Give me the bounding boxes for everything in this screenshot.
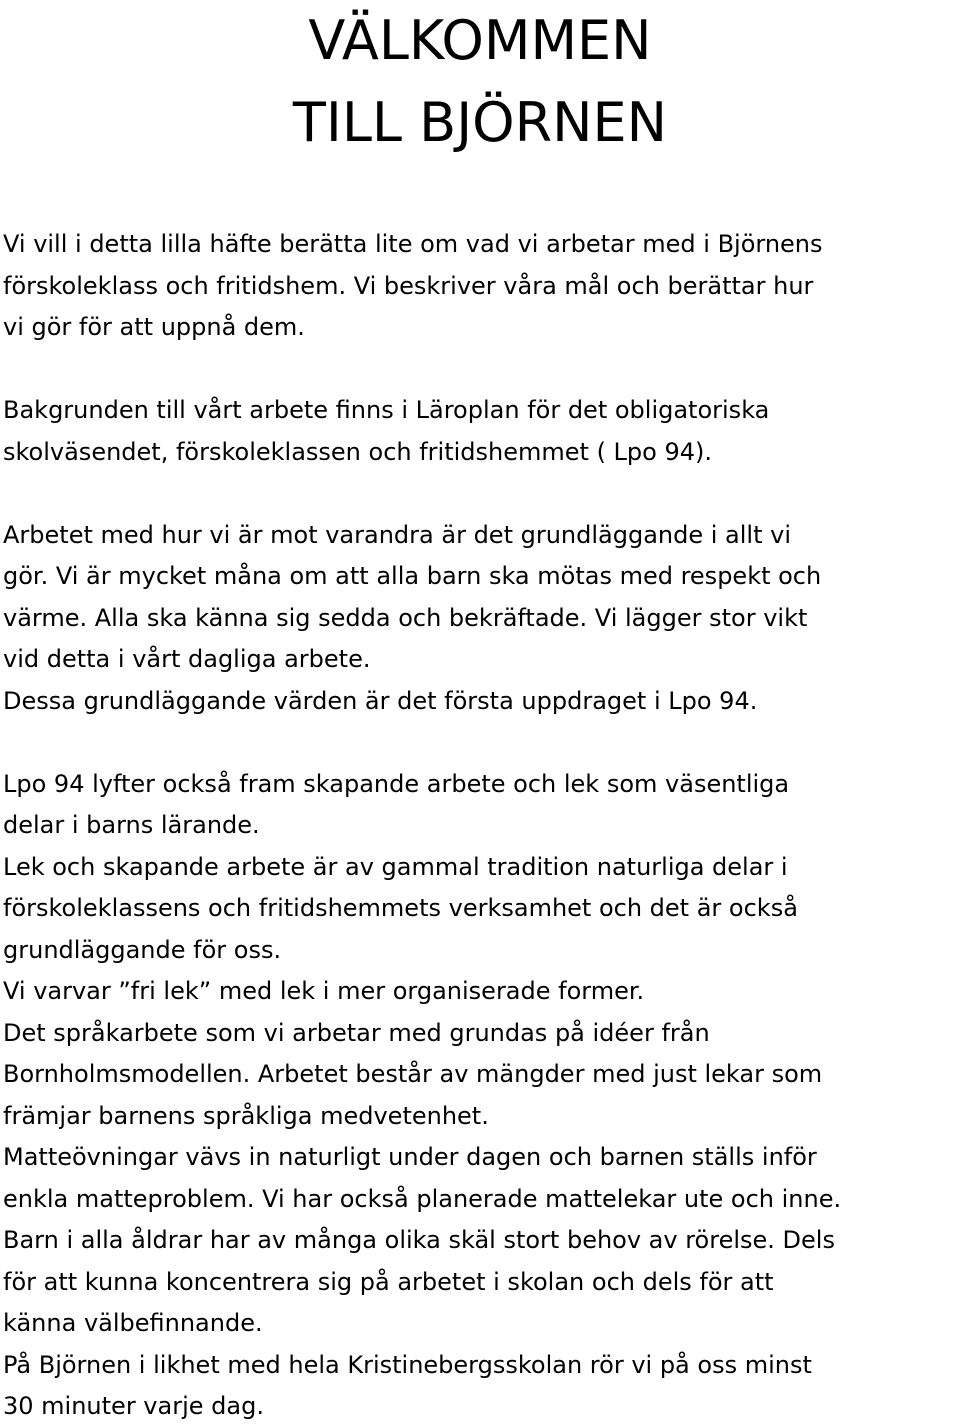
text-line: gör. Vi är mycket måna om att alla barn ska mötas med respekt och bbox=[3, 562, 822, 590]
text-line: delar i barns lärande. bbox=[3, 811, 260, 839]
text-line: På Björnen i likhet med hela Kristinebergsskolan rör vi på oss minst bbox=[3, 1350, 812, 1379]
text-line: Dessa grundläggande värden är det första uppdraget i Lpo 94. bbox=[3, 686, 758, 715]
text-line: Lek och skapande arbete är av gammal tradition naturliga delar i bbox=[3, 852, 788, 881]
text-line: Bakgrunden till vårt arbete finns i Läroplan för det obligatoriska bbox=[3, 396, 770, 424]
paragraph-values bbox=[3, 515, 955, 723]
paragraph-intro bbox=[3, 224, 955, 349]
text-line: främjar barnens språkliga medvetenhet. bbox=[3, 1101, 489, 1130]
text-line: enkla matteproblem. Vi har också planerade mattelekar ute och inne. bbox=[3, 1184, 842, 1213]
text-line: grundläggande för oss. bbox=[3, 935, 282, 964]
text-line: vi gör för att uppnå dem. bbox=[3, 313, 305, 341]
page-title bbox=[0, 0, 960, 164]
paragraph-gap bbox=[3, 722, 955, 764]
text-line: förskoleklassens och fritidshemmets verksamhet och det är också bbox=[3, 894, 798, 922]
text-line: 30 minuter varje dag. bbox=[3, 1392, 264, 1420]
paragraph-gap bbox=[3, 473, 955, 515]
text-line: skolväsendet, förskoleklassen och fritidshemmet ( Lpo 94). bbox=[3, 437, 713, 466]
title-line-2: TILL BJÖRNEN bbox=[292, 91, 668, 154]
text-line: Matteövningar vävs in naturligt under dagen och barnen ställs inför bbox=[3, 1143, 817, 1171]
text-line: Arbetet med hur vi är mot varandra är det grundläggande i allt vi bbox=[3, 520, 792, 549]
body-text bbox=[3, 224, 955, 1428]
text-line: värme. Alla ska känna sig sedda och bekräftade. Vi lägger stor vikt bbox=[3, 603, 808, 632]
text-line: vid detta i vårt dagliga arbete. bbox=[3, 645, 371, 673]
text-line: Vi vill i detta lilla häfte berätta lite om vad vi arbetar med i Björnens bbox=[3, 230, 823, 258]
paragraph-background bbox=[3, 390, 955, 473]
text-line: känna välbefinnande. bbox=[3, 1309, 263, 1337]
paragraph-play-and-learning bbox=[3, 764, 955, 1428]
text-line: Det språkarbete som vi arbetar med grundas på idéer från bbox=[3, 1018, 710, 1047]
title-line-1: VÄLKOMMEN bbox=[308, 9, 652, 72]
text-line: Bornholmsmodellen. Arbetet består av mängder med just lekar som bbox=[3, 1060, 823, 1088]
text-line: för att kunna koncentrera sig på arbetet i skolan och dels för att bbox=[3, 1267, 774, 1296]
text-line: förskoleklass och fritidshem. Vi beskriver våra mål och berättar hur bbox=[3, 271, 814, 300]
paragraph-gap bbox=[3, 349, 955, 391]
text-line: Vi varvar ”fri lek” med lek i mer organiserade former. bbox=[3, 977, 645, 1005]
text-line: Lpo 94 lyfter också fram skapande arbete och lek som väsentliga bbox=[3, 769, 790, 798]
text-line: Barn i alla åldrar har av många olika skäl stort behov av rörelse. Dels bbox=[3, 1226, 835, 1254]
